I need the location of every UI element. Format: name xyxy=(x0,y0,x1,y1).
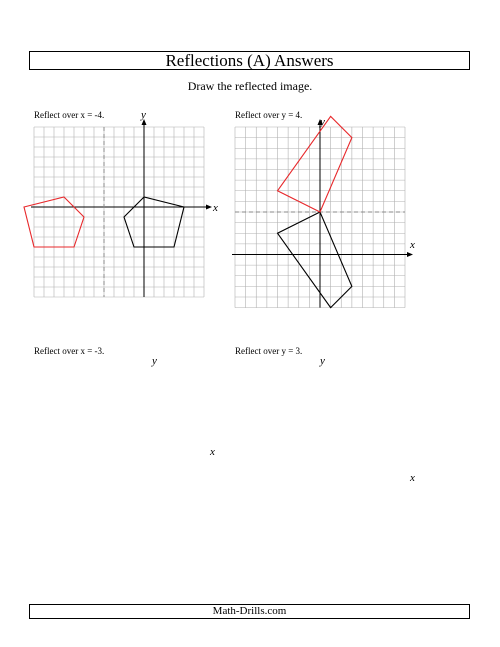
graph-1-x-arrow xyxy=(206,205,212,210)
problem-2-label: Reflect over y = 4. xyxy=(235,110,303,120)
graph-2 xyxy=(319,116,415,251)
problem-3-label: Reflect over x = -3. xyxy=(34,346,105,356)
problem-1-label: Reflect over x = -4. xyxy=(34,110,105,120)
graph-1 xyxy=(24,109,413,308)
graph-2-xlabel: x xyxy=(410,239,415,251)
graph-2-ylabel: y xyxy=(320,116,325,128)
graph-1-xlabel: x xyxy=(213,202,218,214)
graph-2-reflected-shape xyxy=(278,116,352,212)
graph-3-ylabel: y xyxy=(152,355,157,367)
graph-4-ylabel: y xyxy=(320,355,325,367)
graph-1-grid xyxy=(34,116,413,307)
graph-4-xlabel: x xyxy=(410,472,415,484)
instructions-text: Draw the reflected image. xyxy=(187,79,313,93)
footer-site: Math-Drills.com xyxy=(29,604,470,619)
worksheet-title: Reflections (A) Answers xyxy=(29,51,470,70)
graph-4 xyxy=(319,355,415,484)
graph-2-x-arrow xyxy=(407,252,413,257)
graph-2-original-shape xyxy=(278,212,352,308)
problem-4-label: Reflect over y = 3. xyxy=(235,346,303,356)
graph-1-ylabel: y xyxy=(141,109,146,121)
graph-3 xyxy=(151,355,215,458)
graph-3-xlabel: x xyxy=(210,446,215,458)
